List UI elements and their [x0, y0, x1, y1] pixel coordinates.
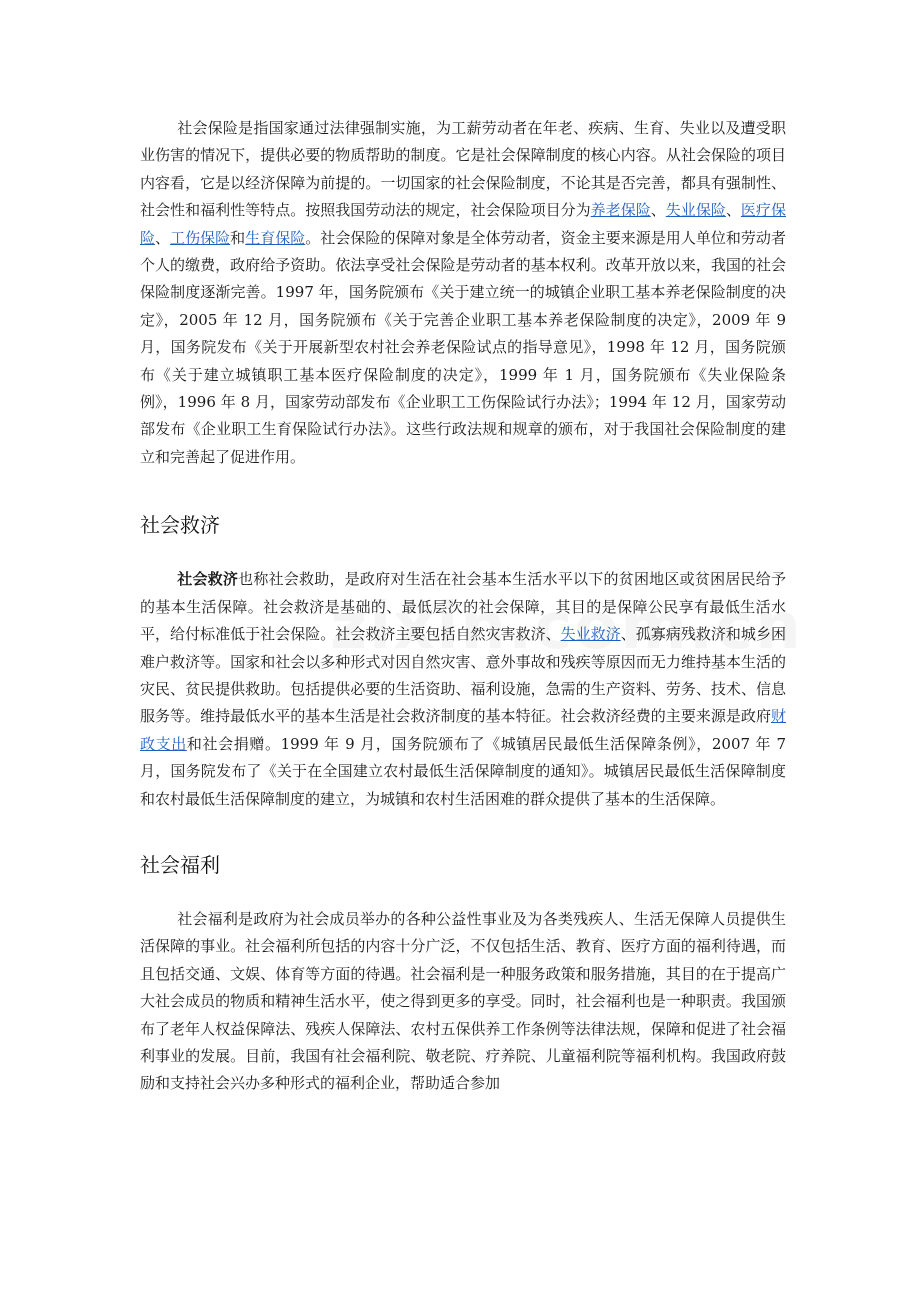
paragraph-social-welfare: [140, 906, 786, 1098]
text-run: 。社会保险的保障对象是全体劳动者，资金主要来源是用人单位和劳动者个人的缴费，政府给予资助。依法享受社会保险是劳动者的基本权利。改革开放以来，我国的社会保险制度逐渐完善。1997 年，国务院颁布《关于建立统一的城镇企业职工基本养老保险制度的决定》，2005 年 12 月，国务院颁布《关于完善企业职工基本养老保险制度的决定》，2009 年 9 月，国务院发布《关于开展新型农村社会养老保险试点的指导意见》，1998 年 12 月，国务院颁布《关于建立城镇职工基本医疗保险制度的决定》，1999 年 1 月，国务院颁布《失业保险条例》，1996 年 8 月，国家劳动部发布《企业职工工伤保险试行办法》；1994 年 12 月，国家劳动部发布《企业职工生育保险试行办法》。这些行政法规和规章的颁布，对于我国社会保险制度的建立和完善起了促进作用。: [140, 228, 786, 466]
text-run: 和社会捐赠。1999 年 9 月，国务院颁布了《城镇居民最低生活保障条例》，2007 年 7 月，国务院发布了《关于在全国建立农村最低生活保障制度的通知》。城镇居民最低生活保障制度和农村最低生活保障制度的建立，为城镇和农村生活困难的群众提供了基本的生活保障。: [140, 734, 786, 808]
text-run: 、孤寡病残救济和城乡困难户救济等。国家和社会以多种形式对因自然灾害、意外事故和残疾等原因而无力维持基本生活的灾民、贫民提供救助。包括提供必要的生活资助、福利设施，急需的生产资料、劳务、技术、信息服务等。维持最低水平的基本生活是社会救济制度的基本特征。社会救济经费的主要来源是政府: [140, 625, 786, 726]
text-run: 也称社会救助，是政府对生活在社会基本生活水平以下的贫困地区或贫困居民给予的基本生活保障。社会救济是基础的、最低层次的社会保障，其目的是保障公民享有最低生活水平，给付标准低于社会保险。社会救济主要包括自然灾害救济、: [140, 570, 786, 644]
text-run: 社会福利是政府为社会成员举办的各种公益性事业及为各类残疾人、生活无保障人员提供生活保障的事业。社会福利所包括的内容十分广泛，不仅包括生活、教育、医疗方面的福利待遇，而且包括交通、文娱、体育等方面的待遇。社会福利是一种服务政策和服务措施，其目的在于提高广大社会成员的物质和精神生活水平，使之得到更多的享受。同时，社会福利也是一种职责。我国颁布了老年人权益保障法、残疾人保障法、农村五保供养工作条例等法律法规，保障和促进了社会福利事业的发展。目前，我国有社会福利院、敬老院、疗养院、儿童福利院等福利机构。我国政府鼓励和支持社会兴办多种形式的福利企业，帮助适合参加: [140, 909, 786, 1093]
text-run: 、: [725, 201, 741, 220]
text-run: 和: [230, 228, 246, 247]
term-link[interactable]: 失业救济: [560, 625, 621, 644]
bold-term: 社会救济: [177, 570, 239, 589]
paragraph-social-relief: [140, 566, 786, 813]
text-run: 社会保险是指国家通过法律强制实施，为工薪劳动者在年老、疾病、生育、失业以及遭受职业伤害的情况下，提供必要的物质帮助的制度。它是社会保障制度的核心内容。从社会保险的项目内容看，它是以经济保障为前提的。一切国家的社会保险制度，不论其是否完善，都具有强制性、社会性和福利性等特点。按照我国劳动法的规定，社会保险项目分为: [140, 119, 786, 220]
term-link[interactable]: 医疗保险: [140, 201, 786, 247]
paragraph-social-insurance: [140, 115, 786, 471]
heading-social-welfare: 社会福利: [140, 852, 220, 877]
text-run: 、: [155, 228, 171, 247]
term-link[interactable]: 财政支出: [140, 707, 786, 753]
term-link[interactable]: 生育保险: [245, 228, 306, 247]
term-link[interactable]: 工伤保险: [170, 228, 231, 247]
term-link[interactable]: 失业保险: [665, 201, 726, 220]
heading-social-relief: 社会救济: [140, 513, 220, 538]
term-link[interactable]: 养老保险: [590, 201, 651, 220]
document-body: [140, 112, 786, 1098]
text-run: 、: [650, 201, 666, 220]
